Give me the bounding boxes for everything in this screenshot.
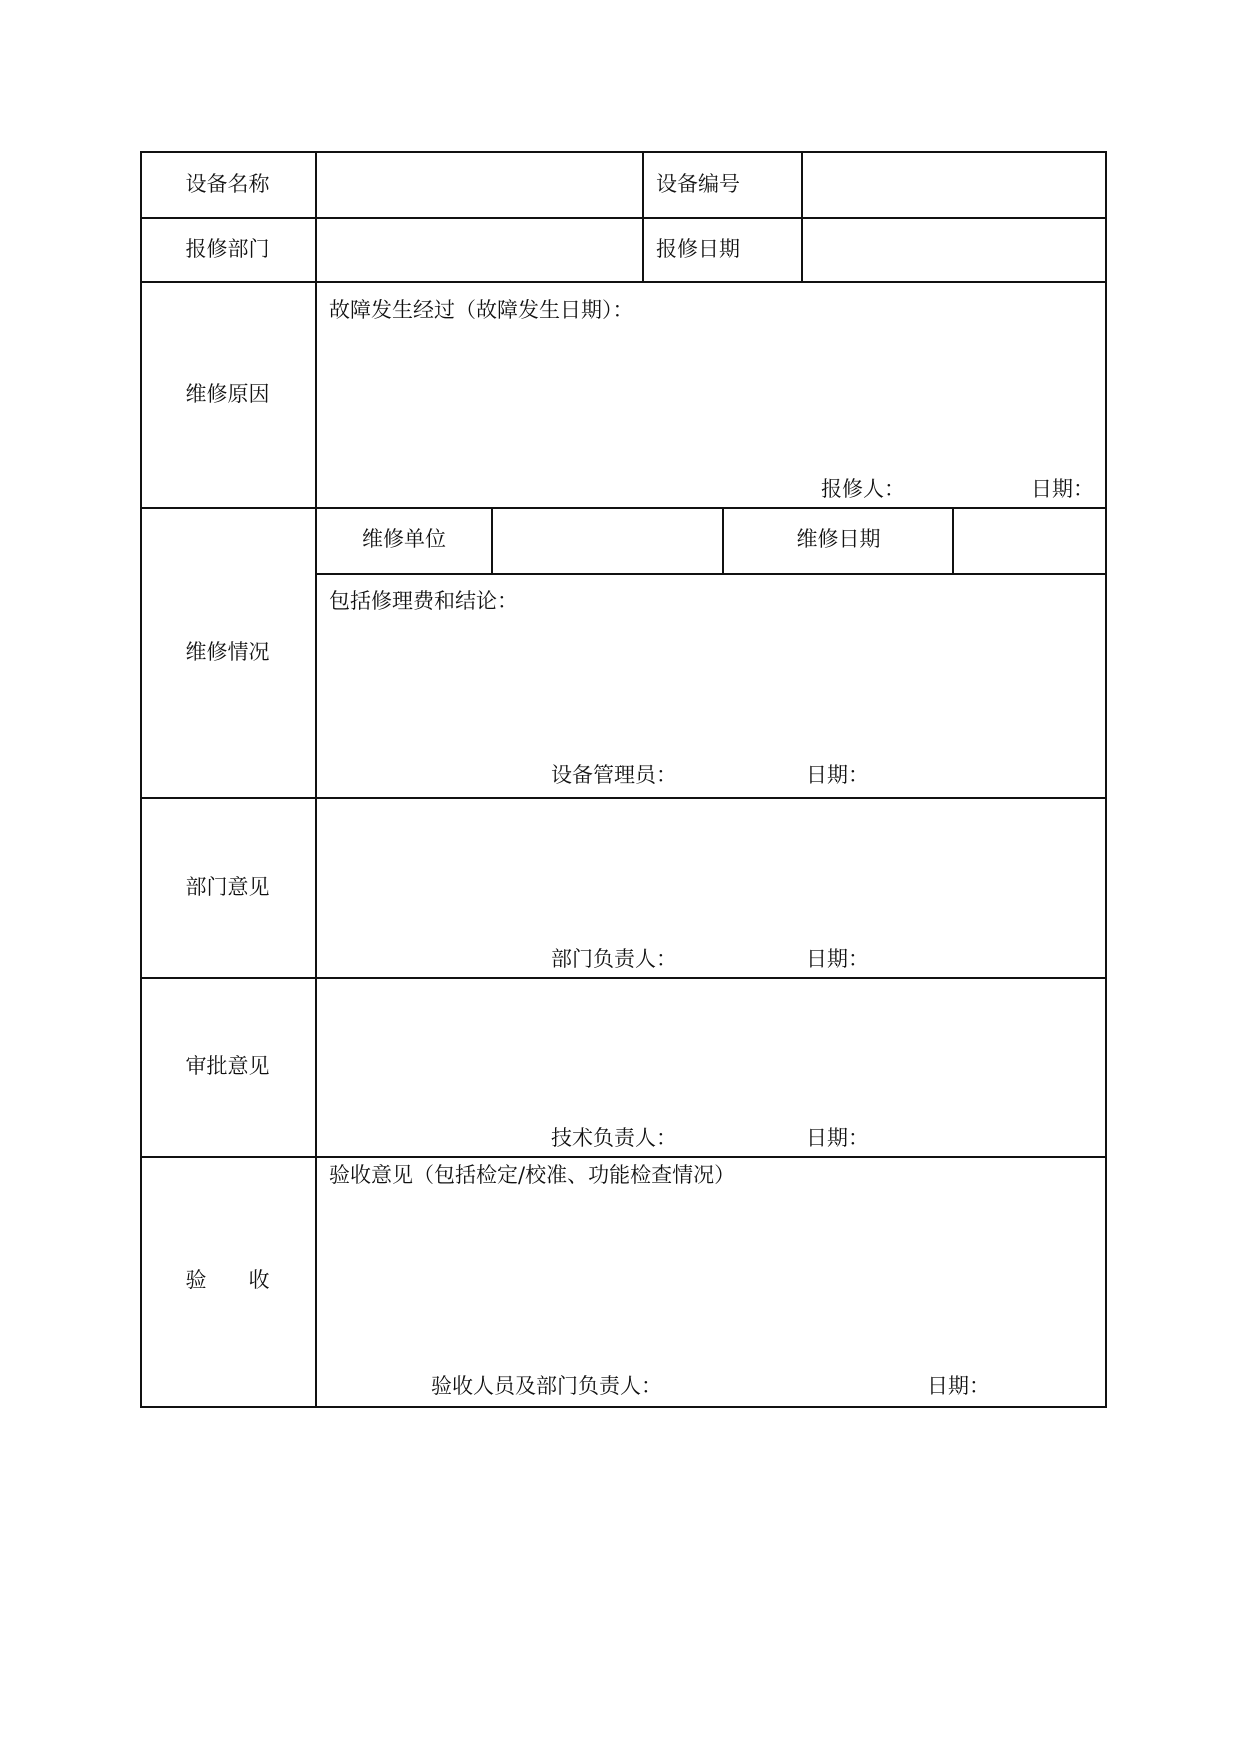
row-line [315,573,1107,575]
dept-date-label: 日期： [806,947,869,971]
repair-status-label: 维修情况 [185,640,270,664]
equipment-number-label: 设备编号 [656,172,740,196]
repair-reason-label: 维修原因 [185,382,270,406]
acceptance-label: 验 收 [185,1268,270,1292]
tech-head-label: 技术负责人： [551,1126,677,1150]
report-date-label: 报修日期 [656,237,740,261]
row-line [140,1406,1107,1408]
fault-description-prompt: 故障发生经过（故障发生日期）： [329,298,634,322]
repair-sign-date-label: 日期： [806,763,869,787]
row-line [140,507,1107,509]
row-line [140,797,1107,799]
reason-date-label: 日期： [1031,477,1094,501]
report-dept-label: 报修部门 [185,237,270,261]
acceptance-date-label: 日期： [927,1374,990,1398]
col-line [642,151,644,283]
acceptance-signer-label: 验收人员及部门负责人： [431,1374,662,1398]
dept-opinion-label: 部门意见 [185,875,270,899]
col-line [315,151,317,1408]
repair-unit-label: 维修单位 [362,527,446,551]
equipment-manager-label: 设备管理员： [551,763,677,787]
row-line [140,281,1107,283]
row-line [140,977,1107,979]
col-line [140,151,142,1408]
equipment-name-label: 设备名称 [185,172,270,196]
row-line [140,217,1107,219]
repair-form [140,151,1107,1408]
col-line [801,151,803,283]
approval-date-label: 日期： [806,1126,869,1150]
dept-head-label: 部门负责人： [551,947,677,971]
reporter-label: 报修人： [821,477,905,501]
repair-date-label: 维修日期 [796,527,881,551]
approval-opinion-label: 审批意见 [185,1054,270,1078]
row-line [140,151,1107,153]
row-line [140,1156,1107,1158]
repair-cost-prompt: 包括修理费和结论： [329,589,518,613]
acceptance-prompt: 验收意见（包括检定/校准、功能检查情况） [329,1163,736,1187]
col-line [1105,151,1107,1408]
